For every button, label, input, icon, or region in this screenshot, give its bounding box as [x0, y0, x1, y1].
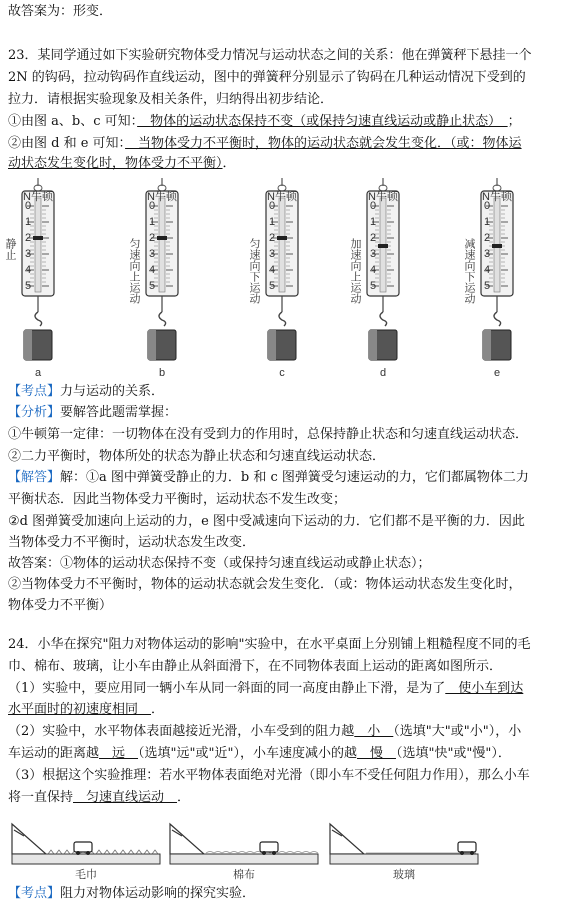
q24-sub-2-fill-3: 慢	[356, 746, 396, 761]
towel-texture	[144, 850, 150, 854]
q24-sub-1	[8, 681, 523, 697]
spring-scale-figure	[0, 178, 570, 380]
scale-label-d: d	[379, 367, 387, 379]
q23-answer-1-suffix: ；	[507, 114, 521, 129]
q23-jieda-tag: 【解答】	[8, 470, 61, 485]
cotton-texture	[286, 852, 294, 854]
scale-tick-label: 5	[370, 280, 377, 292]
table-surface	[170, 854, 318, 864]
scale-tick-label: 4	[25, 264, 32, 276]
scale-tick-label: 4	[370, 264, 377, 276]
q23-jieda-text: 解：①a 图中弹簧受静止的力．b 和 c 图弹簧受匀速运动的力，它们都属物体二力	[60, 470, 529, 485]
scale-tick-label: 2	[149, 232, 156, 244]
q23-answer-2	[8, 136, 522, 152]
towel-texture	[48, 850, 54, 854]
scale-tick-label: 2	[25, 232, 32, 244]
q24-sub-2-fill-1: 小	[354, 724, 394, 739]
scale-header: N牛顿	[23, 191, 53, 203]
q23-answer-2-cont	[8, 156, 236, 172]
q24-sub-3: （3）根据这个实验推理：若水平物体表面绝对光滑（即小车不受任何阻力作用），那么小车	[8, 768, 530, 783]
towel-texture	[96, 850, 102, 854]
scale-side-text-c: 匀速向下运动	[248, 238, 260, 304]
q23-fenxi-2: ②二力平衡时，物体所处的状态为静止状态和匀速直线运动状态．	[8, 449, 386, 464]
cart-body	[458, 842, 476, 852]
q23-jieda-3: ②d 图弹簧受加速向上运动的力，e 图中受减速向下运动的力．它们都不是平衡的力．因此	[8, 514, 525, 529]
hook-weight-highlight	[483, 330, 491, 360]
scale-tick-label: 2	[269, 232, 276, 244]
scale-tick-label: 3	[484, 248, 491, 260]
q24-sub-3-fill: 匀速直线运动	[73, 790, 178, 805]
scale-pointer	[157, 236, 167, 240]
q23-kaodian-text: 力与运动的关系．	[60, 384, 165, 399]
cotton-texture	[230, 852, 238, 854]
scale-side-text-d: 加速向上运动	[349, 238, 361, 304]
cotton-texture	[238, 852, 246, 854]
towel-texture	[56, 850, 62, 854]
scale-tick-label: 4	[484, 264, 491, 276]
q23-fenxi-1: ①牛顿第一定律：一切物体在没有受到力的作用时，总保持静止状态和匀速直线运动状态．	[8, 427, 529, 442]
q24-sub-3-cont	[8, 790, 190, 806]
scale-tick-label: 1	[149, 216, 156, 228]
scale-header: N牛顿	[368, 191, 398, 203]
scale-pointer	[33, 236, 43, 240]
scale-hook	[35, 312, 42, 326]
scale-hook	[380, 312, 387, 326]
q23-fenxi-text: 要解答此题需掌握：	[60, 405, 178, 420]
scale-label-a: a	[34, 367, 42, 379]
q23-stem-3: 拉力．请根据实验现象及相关条件，归纳得出初步结论．	[8, 92, 334, 107]
scale-tick-label: 0	[370, 200, 377, 212]
q24-sub-1-suffix: ．	[151, 702, 165, 717]
hook-weight-highlight	[24, 330, 32, 360]
q24-sub-2-a: （2）实验中，水平物体表面越接近光滑，小车受到的阻力越	[8, 724, 355, 739]
q24-sub-2-b: （选填"大"或"小"），小	[393, 724, 522, 739]
towel-texture	[104, 850, 110, 854]
q24-sub-2-d: （选填"远"或"近"），小车速度减小的越	[138, 746, 357, 761]
cotton-texture	[222, 852, 230, 854]
scale-tick-label: 3	[370, 248, 377, 260]
scale-tick-label: 5	[484, 280, 491, 292]
spring-scale-e	[463, 178, 513, 379]
cart-body	[260, 842, 278, 852]
incline-setup-1	[170, 824, 318, 881]
cart-wheel	[262, 851, 266, 855]
scale-tick-label: 5	[25, 280, 32, 292]
scale-tick-label: 3	[25, 248, 32, 260]
towel-texture	[64, 850, 70, 854]
scale-tick-label: 1	[25, 216, 32, 228]
scale-tick-label: 4	[269, 264, 276, 276]
scale-tick-label: 4	[149, 264, 156, 276]
towel-texture	[128, 850, 134, 854]
cart-wheel	[76, 851, 80, 855]
q24-kaodian-text: 阻力对物体运动影响的探究实验．	[60, 886, 256, 901]
q23-answer-1	[8, 114, 521, 130]
cotton-texture	[278, 852, 286, 854]
hook-weight-highlight	[268, 330, 276, 360]
scale-tick-label: 1	[370, 216, 377, 228]
q23-answer-2-prefix: ②由图 d 和 e 可知：	[8, 136, 126, 151]
q23-stem-1: 23．某同学通过如下实验研究物体受力情况与运动状态之间的关系：他在弹簧秤下悬挂一个	[8, 48, 532, 63]
cotton-texture	[214, 852, 222, 854]
q23-fenxi	[8, 405, 177, 421]
cotton-texture	[310, 852, 318, 854]
scale-pointer	[277, 236, 287, 240]
q23-final-0: 故答案：①物体的运动状态保持不变（或保持匀速直线运动或静止状态）；	[8, 556, 431, 571]
q23-answer-2-suffix: ．	[222, 156, 236, 171]
cart-wheel	[460, 851, 464, 855]
q24-kaodian-tag: 【考点】	[8, 886, 61, 901]
scale-pointer	[378, 244, 388, 248]
q23-kaodian-tag: 【考点】	[8, 384, 61, 399]
q23-answer-1-fill: 物体的运动状态保持不变（或保持匀速直线运动或静止状态）	[137, 114, 508, 129]
q24-stem-1: 24．小华在探究"阻力对物体运动的影响"实验中，在水平桌面上分别铺上粗糙程度不同的毛	[8, 637, 531, 652]
table-surface	[12, 854, 160, 864]
cart-wheel	[272, 851, 276, 855]
q24-sub-2	[8, 724, 521, 740]
q24-sub-1-text: （1）实验中，要应用同一辆小车从同一斜面的同一高度由静止下滑，是为了	[8, 681, 446, 696]
scale-side-text-b: 匀速向上运动	[128, 238, 140, 304]
incline-setup-0	[12, 824, 160, 881]
incline-setup-2	[330, 824, 478, 881]
q23-jieda-2: 平衡状态．因此当物体受力平衡时，运动状态不发生改变；	[8, 492, 347, 507]
q24-stem-2: 巾、棉布、玻璃，让小车由静止从斜面滑下，在不同物体表面上运动的距离如图所示．	[8, 659, 503, 674]
scale-side-text-e: 减速向下运动	[463, 238, 475, 304]
scale-label-b: b	[158, 367, 166, 379]
hook-weight-highlight	[148, 330, 156, 360]
q23-stem-2: 2N 的钩码，拉动钩码作直线运动，图中的弹簧秤分别显示了钩码在几种运动情况下受到的	[8, 70, 526, 85]
q23-fenxi-tag: 【分析】	[8, 405, 61, 420]
incline-ramp	[12, 824, 46, 854]
scale-tick-label: 0	[25, 200, 32, 212]
table-surface	[330, 854, 478, 864]
scale-pointer	[492, 244, 502, 248]
intro-line: 故答案为：形变．	[8, 4, 113, 19]
spring-scale-b	[128, 178, 178, 379]
q23-jieda-1	[8, 470, 529, 486]
towel-texture	[112, 850, 118, 854]
spring-scale-a	[4, 178, 54, 379]
cart-wheel	[470, 851, 474, 855]
q23-jieda-4: 当物体受力不平衡时，运动状态发生改变．	[8, 535, 256, 550]
cart-body	[74, 842, 92, 852]
towel-texture	[136, 850, 142, 854]
scale-hook	[494, 312, 501, 326]
q24-sub-1-fill-cont: 水平面时的初速度相同	[8, 702, 152, 717]
scale-label-c: c	[279, 367, 285, 379]
scale-tick-label: 1	[484, 216, 491, 228]
scale-tick-label: 2	[370, 232, 377, 244]
cotton-texture	[294, 852, 302, 854]
q24-sub-2-c: 车运动的距离越	[8, 746, 100, 761]
q24-sub-2-cont	[8, 746, 511, 762]
cart-wheel	[86, 851, 90, 855]
q23-final-1: ②当物体受力不平衡时，物体的运动状态就会发生变化．（或：物体运动状态发生变化时，	[8, 577, 522, 592]
cotton-texture	[246, 852, 254, 854]
scale-hook	[279, 312, 286, 326]
towel-texture	[152, 850, 158, 854]
scale-hook	[159, 312, 166, 326]
scale-header: N牛顿	[267, 191, 297, 203]
spring-scale-c	[248, 178, 298, 379]
q24-sub-2-e: （选填"快"或"慢"）．	[395, 746, 511, 761]
scale-header: N牛顿	[482, 191, 512, 203]
scale-tick-label: 2	[484, 232, 491, 244]
towel-texture	[120, 850, 126, 854]
cotton-texture	[302, 852, 310, 854]
q23-answer-2-fill: 当物体受力不平衡时，物体的运动状态就会发生变化．（或：物体运	[125, 136, 522, 151]
scale-side-text-a: 静止	[4, 238, 16, 260]
q23-final-2: 物体受力不平衡）	[8, 598, 113, 613]
q24-sub-3-suffix: ．	[177, 790, 191, 805]
scale-tick-label: 0	[484, 200, 491, 212]
scale-tick-label: 3	[269, 248, 276, 260]
scale-tick-label: 0	[149, 200, 156, 212]
scale-tick-label: 1	[269, 216, 276, 228]
q24-sub-2-fill-2: 远	[99, 746, 139, 761]
scale-slot	[279, 198, 285, 292]
spring-scale-d	[349, 178, 399, 379]
scale-slot	[159, 198, 165, 292]
hook-weight-highlight	[369, 330, 377, 360]
q24-sub-1-cont	[8, 702, 164, 718]
incline-ramp	[170, 824, 204, 854]
scale-slot	[35, 198, 41, 292]
incline-cart-figure	[0, 806, 570, 884]
q24-sub-3-prefix: 将一直保持	[8, 790, 74, 805]
scale-tick-label: 5	[269, 280, 276, 292]
scale-tick-label: 3	[149, 248, 156, 260]
q23-answer-1-prefix: ①由图 a、b、c 可知：	[8, 114, 138, 129]
q23-kaodian	[8, 384, 164, 400]
scale-tick-label: 0	[269, 200, 276, 212]
scale-label-e: e	[493, 367, 501, 379]
q23-answer-2-fill-cont: 动状态发生变化时，物体受力不平衡）	[8, 156, 223, 171]
q24-sub-1-fill: 使小车到达	[445, 681, 524, 696]
surface-label-0: 毛巾	[75, 869, 97, 881]
surface-label-1: 棉布	[233, 869, 255, 881]
incline-ramp	[330, 824, 364, 854]
q24-kaodian	[8, 886, 255, 902]
scale-header: N牛顿	[147, 191, 177, 203]
scale-tick-label: 5	[149, 280, 156, 292]
cotton-texture	[206, 852, 214, 854]
surface-label-2: 玻璃	[393, 869, 415, 881]
